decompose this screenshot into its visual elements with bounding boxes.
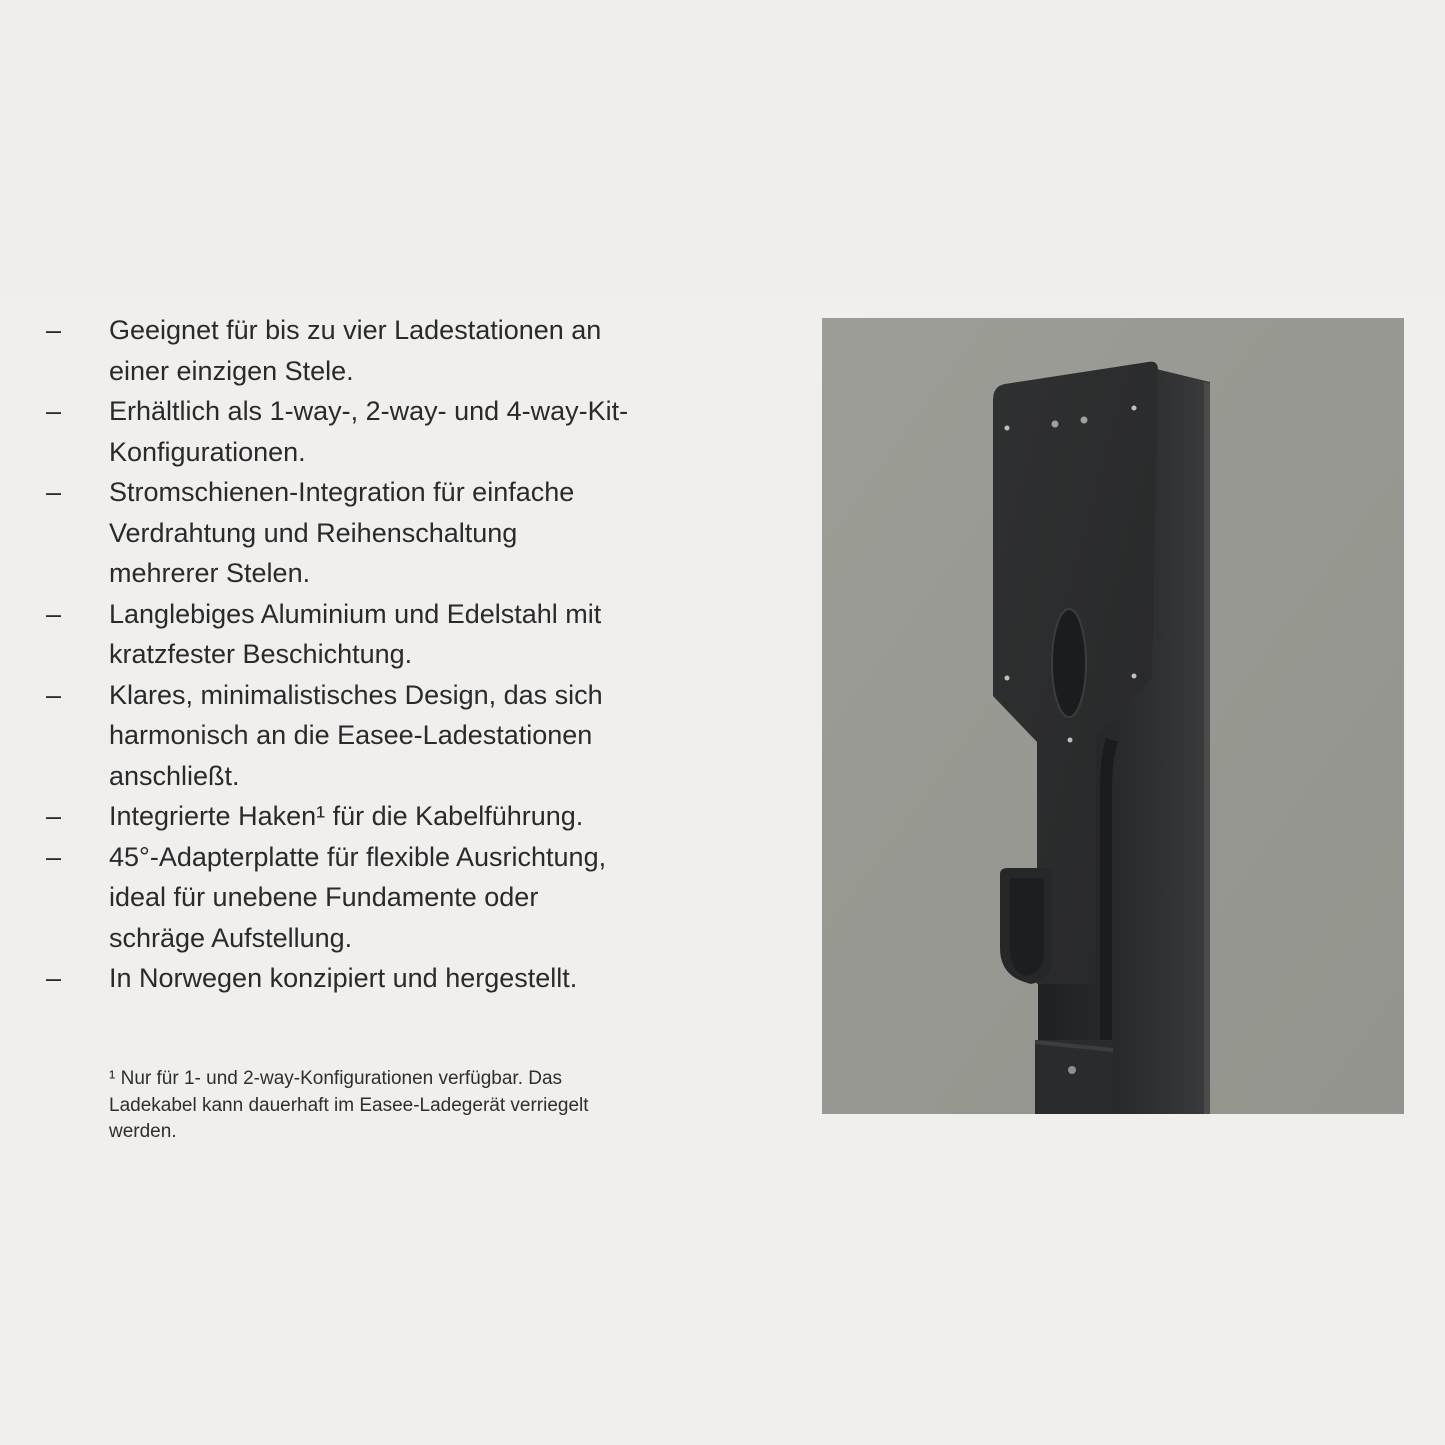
- feature-text: 45°-Adapterplatte für flexible Ausrichtung, ideal für unebene Fundamente oder schräge Aufstellung.: [109, 841, 607, 953]
- feature-text: Klares, minimalistisches Design, das sich harmonisch an die Easee-Ladestationen anschließt.: [109, 679, 603, 791]
- feature-item: [46, 796, 746, 837]
- lower-bracket: [1035, 1040, 1113, 1114]
- screw-dot: [1132, 674, 1137, 679]
- dash-bullet: –: [46, 477, 62, 507]
- feature-item: [46, 837, 746, 959]
- dash-bullet: –: [46, 315, 62, 345]
- dash-bullet: –: [46, 963, 62, 993]
- top-band: [0, 0, 1445, 292]
- screw-dot: [1052, 421, 1059, 428]
- dash-bullet: –: [46, 598, 62, 629]
- feature-list: [46, 310, 746, 999]
- footnote: ¹ Nur für 1- und 2-way-Konfigurationen verfügbar. Das Ladekabel kann dauerhaft im Easee-Ladegerät verriegelt werden.: [109, 1068, 589, 1142]
- feature-item: [46, 958, 746, 999]
- charging-post-illustration: [822, 318, 1404, 1114]
- screw-dot: [1068, 738, 1073, 743]
- screw-dot: [1005, 676, 1010, 681]
- feature-text: Stromschienen-Integration für einfache Verdrahtung und Reihenschaltung mehrerer Stelen.: [109, 477, 575, 588]
- post-edge-highlight: [1204, 382, 1210, 1114]
- product-photo: [822, 318, 1404, 1114]
- feature-text: In Norwegen konzipiert und hergestellt.: [109, 963, 578, 993]
- feature-text: Geeignet für bis zu vier Ladestationen an einer einzigen Stele.: [109, 315, 602, 386]
- feature-text: Langlebiges Aluminium und Edelstahl mit kratzfester Beschichtung.: [109, 598, 602, 669]
- feature-item: [46, 391, 746, 472]
- cable-hook-front: [1010, 878, 1044, 976]
- dash-bullet: –: [46, 841, 62, 872]
- feature-item: [46, 310, 746, 391]
- dash-bullet: –: [46, 396, 62, 426]
- dash-bullet: –: [46, 801, 62, 831]
- screw-dot: [1132, 406, 1137, 411]
- feature-item: [46, 594, 746, 675]
- dash-bullet: –: [46, 679, 62, 710]
- feature-text: Integrierte Haken¹ für die Kabelführung.: [109, 801, 584, 831]
- screw-dot: [1005, 426, 1010, 431]
- screw-dot: [1081, 417, 1088, 424]
- feature-item: [46, 675, 746, 797]
- feature-text: Erhältlich als 1-way-, 2-way- und 4-way-Kit- Konfigurationen.: [109, 396, 629, 467]
- feature-item: [46, 472, 746, 594]
- screw-dot: [1068, 1066, 1076, 1074]
